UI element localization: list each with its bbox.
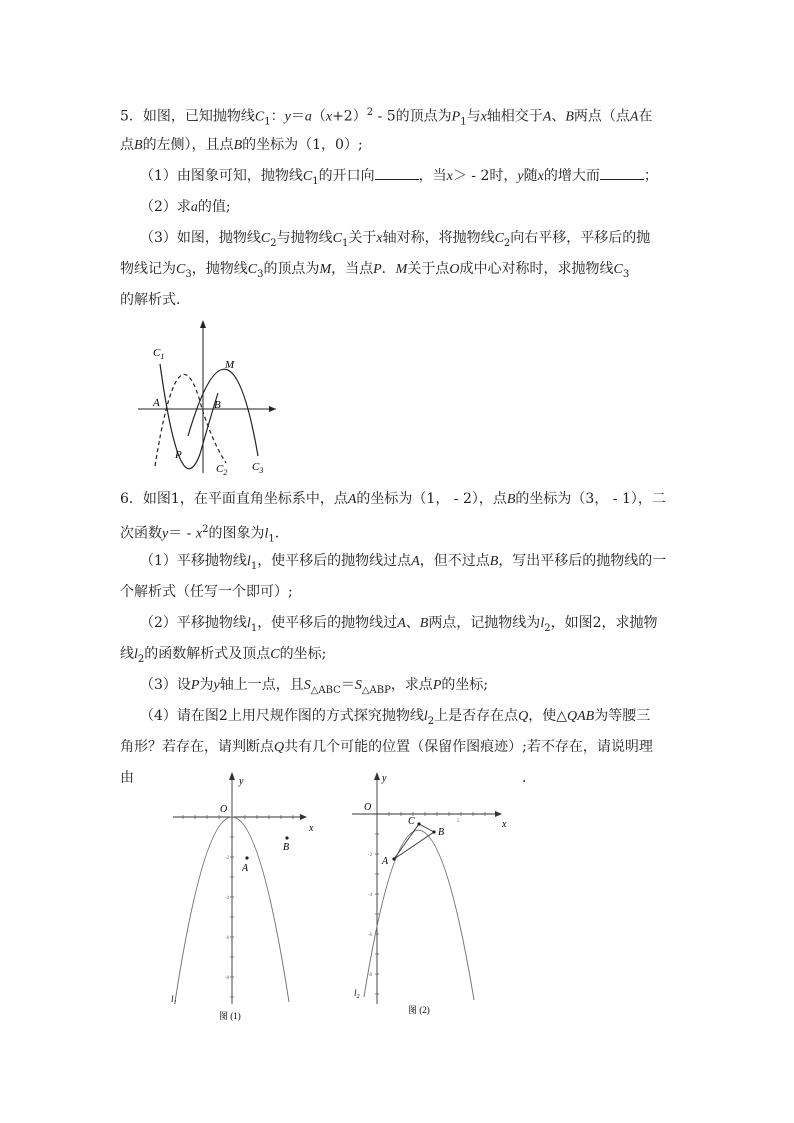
q6-part-4-cont: 角形？若存在，请判断点Q共有几个可能的位置（保留作图痕迹）;若不存在，请说明理: [120, 739, 653, 755]
point-a: [392, 857, 395, 860]
q5-part-2: （2）求a的值;: [140, 199, 231, 215]
label-y: y: [382, 773, 387, 784]
label-c2: $C_2$: [216, 463, 228, 477]
x-axis-arrow: [495, 811, 502, 817]
label-x: x: [309, 823, 314, 834]
answer-blank[interactable]: [600, 167, 644, 180]
curve-c2: [155, 374, 226, 466]
label-b: B: [283, 842, 290, 853]
point-b: [285, 836, 288, 839]
q6-part-4-end: 由 ．: [120, 770, 536, 786]
x-axis-arrow: [269, 406, 276, 412]
q5-line-2: 点B的左侧），且点B的坐标为（1，0）;: [120, 137, 363, 153]
tick-label: -8: [225, 976, 230, 981]
point-b: [432, 830, 435, 833]
x-axis-arrow: [300, 814, 307, 820]
q6-line-1: 6．如图1，在平面直角坐标系中，点A的坐标为（1， - 2），点B的坐标为（3， - 1），二: [120, 491, 666, 507]
q6-part-3: （3）设P为y轴上一点，且$S_{\triangle ABC}=S_{\triangle ABP}$，求点P的坐标;: [140, 677, 489, 696]
label-a: A: [382, 856, 389, 867]
q5-line-1: 5．如图，已知抛物线$C_1$：$y=a(x+2)^2 - 5$的顶点为$P_1$与x轴相交于A、B两点（点A在: [120, 107, 653, 128]
figure-1: [165, 772, 325, 1024]
label-l2: $l_2$: [354, 988, 360, 1000]
y-axis-arrow: [229, 772, 235, 780]
figure-2: [352, 772, 522, 1024]
tick-label: -6: [225, 936, 230, 941]
label-p: P: [175, 449, 182, 461]
caption-2: 图 (2): [408, 1005, 430, 1015]
tick-label: -6: [368, 933, 373, 938]
curve-c3: [188, 369, 258, 456]
tick-label: -2: [368, 853, 373, 858]
parabola-l2: [364, 830, 474, 1000]
label-b: B: [214, 399, 221, 411]
label-a: A: [153, 397, 160, 409]
tick-label: -4: [225, 896, 230, 901]
label-c3: $C_3$: [252, 461, 264, 475]
q6-line-2: 次函数$y= - x^2$的图象为$l_1$．: [120, 524, 289, 545]
point-a: [245, 856, 248, 859]
label-o: O: [220, 804, 228, 815]
caption-1: 图 (1): [219, 1011, 241, 1021]
q5-part-3-cont: 物线记为$C_3$，抛物线$C_3$的顶点为M，当点P．M关于点O成中心对称时，求抛物线$C_3$: [120, 261, 630, 280]
triangle-abc: [394, 824, 434, 859]
tick-label: 5: [457, 819, 460, 824]
label-a: A: [242, 863, 249, 874]
label-c: C: [408, 816, 415, 827]
q6-part-2: （2）平移抛物线$l_1$，使平移后的抛物线过A、B两点，记抛物线为$l_2$，如图2，求抛物: [140, 615, 658, 634]
tick-label: -8: [368, 973, 373, 978]
y-axis-arrow: [374, 772, 380, 780]
label-m: M: [225, 359, 235, 371]
y-axis-arrow: [200, 320, 206, 328]
q6-part-4: （4）请在图2上用尺规作图的方式探究抛物线$l_2$上是否存在点Q，使△QAB为等腰三: [140, 708, 651, 727]
label-l1: $l_1$: [171, 994, 177, 1006]
label-c1: $C_1$: [153, 347, 165, 361]
q5-part-1: （1）由图象可知，抛物线$C_1$的开口向 ，当x＞ - 2时，y随x的增大而 ；: [140, 168, 658, 187]
q5-part-3-end: 的解析式．: [120, 292, 190, 308]
point-c: [417, 822, 420, 825]
q5-part-3: （3）如图，抛物线$C_2$与抛物线$C_1$关于x轴对称，将抛物线$C_2$向右平移，平移后的抛: [140, 230, 651, 249]
tick-label: -2: [225, 856, 230, 861]
q6-part-1: （1）平移抛物线$l_1$，使平移后的抛物线过点A，但不过点B，写出平移后的抛物线的一: [140, 553, 667, 572]
tick-label: -4: [368, 893, 373, 898]
q5-figure: [130, 318, 290, 478]
q6-part-2-cont: 线$l_2$的函数解析式及顶点C的坐标;: [120, 646, 327, 665]
label-x: x: [502, 819, 507, 830]
label-o: O: [364, 802, 372, 813]
q6-part-1-cont: 个解析式（任写一个即可）;: [120, 584, 293, 600]
label-b: B: [438, 827, 445, 838]
label-y: y: [239, 776, 244, 787]
curve-c1: [160, 364, 218, 469]
answer-blank[interactable]: [375, 167, 419, 180]
